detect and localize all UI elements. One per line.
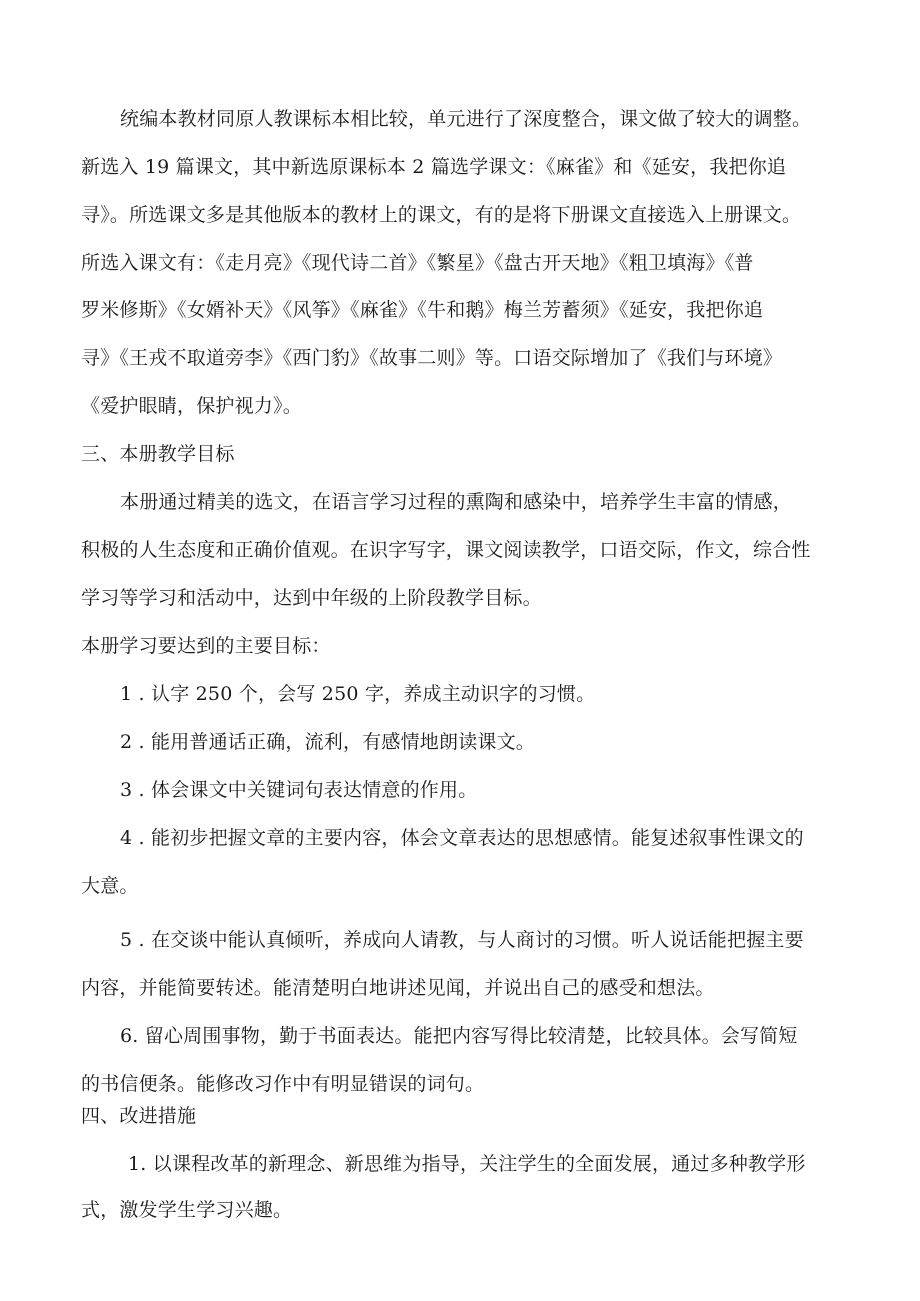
goal-item: 3 . 体会课文中关键词句表达情意的作用。 — [120, 779, 478, 801]
goal-item: 6. 留心周围事物，勤于书面表达。能把内容写得比较清楚，比较具体。会写简短 — [120, 1025, 798, 1047]
goal-item: 4 . 能初步把握文章的主要内容，体会文章表达的思想感情。能复述叙事性课文的 — [120, 827, 804, 849]
goal-item-continuation: 内容，并能简要转述。能清楚明白地讲述见闻，并说出自己的感受和想法。 — [81, 977, 715, 999]
goals-intro: 本册学习要达到的主要目标： — [81, 635, 331, 657]
goal-item: 2 . 能用普通话正确，流利，有感情地朗读课文。 — [120, 731, 536, 753]
measure-item: 1. 以课程改革的新理念、新思维为指导，关注学生的全面发展，通过多种教学形 — [128, 1153, 806, 1175]
paragraph-line: 《爱护眼睛，保护视力》。 — [81, 395, 302, 417]
goal-item: 5 . 在交谈中能认真倾听，养成向人请教，与人商讨的习惯。听人说话能把握主要 — [120, 929, 804, 951]
paragraph-line: 统编本教材同原人教课标本相比较，单元进行了深度整合，课文做了较大的调整。 — [120, 108, 812, 130]
measure-item-continuation: 式，激发学生学习兴趣。 — [81, 1199, 293, 1221]
section-heading-4: 四、改进措施 — [81, 1105, 197, 1127]
paragraph-line: 积极的人生态度和正确价值观。在识字写字，课文阅读教学，口语交际，作文，综合性 — [81, 539, 811, 561]
paragraph-line: 寻》《王戎不取道旁李》《西门豹》《故事二则》等。口语交际增加了《我们与环境》 — [81, 347, 783, 369]
paragraph-line: 罗米修斯》《女婿补天》《风筝》《麻雀》《牛和鹅》梅兰芳蓄须》《延安，我把你追 — [81, 299, 764, 321]
goal-item-continuation: 的书信便条。能修改习作中有明显错误的词句。 — [81, 1073, 485, 1095]
section-heading-3: 三、本册教学目标 — [81, 443, 235, 465]
paragraph-line: 所选入课文有：《走月亮》《现代诗二首》《繁星》《盘古开天地》《粗卫填海》《普 — [81, 252, 754, 274]
paragraph-line: 新选入 19 篇课文，其中新选原课标本 2 篇选学课文：《麻雀》和《延安，我把你追 — [81, 156, 787, 178]
paragraph-line: 本册通过精美的选文，在语言学习过程的熏陶和感染中，培养学生丰富的情感， — [120, 491, 793, 513]
paragraph-line: 学习等学习和活动中，达到中年级的上阶段教学目标。 — [81, 587, 542, 609]
paragraph-line: 寻》。所选课文多是其他版本的教材上的课文，有的是将下册课文直接选入上册课文。 — [81, 204, 802, 226]
goal-item: 1 . 认字 250 个，会写 250 字，养成主动识字的习惯。 — [120, 683, 596, 705]
goal-item-continuation: 大意。 — [81, 875, 139, 897]
